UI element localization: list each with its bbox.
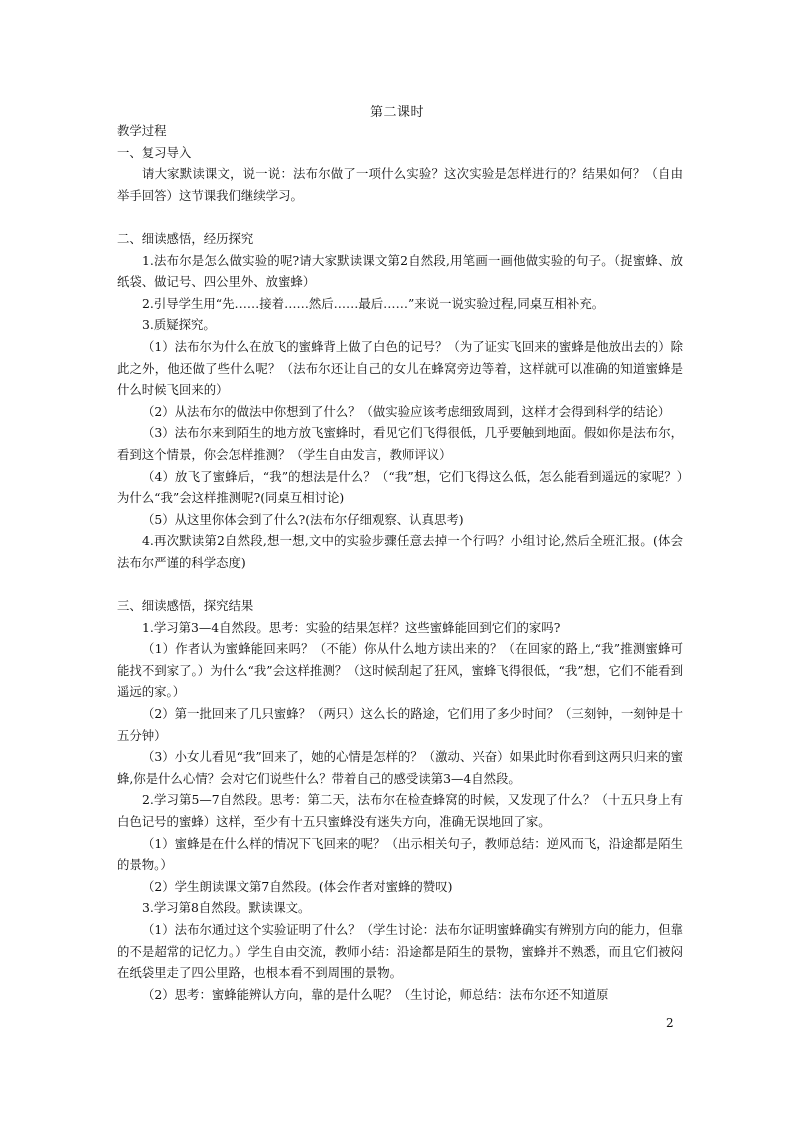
paragraph: （4）放飞了蜜蜂后，“我”的想法是什么？（“我”想，它们飞得这么低，怎么能看到遥远的家呢？）为什么“我”会这样推测呢?(同桌互相讨论) (117, 468, 683, 506)
paragraph: 3.质疑探究。 (142, 317, 216, 333)
paragraph: 2.引导学生用“先……接着……然后……最后……”来说一说实验过程,同桌互相补充。 (142, 295, 605, 311)
paragraph: （1）法布尔为什么在放飞的蜜蜂背上做了白色的记号？（为了证实飞回来的蜜蜂是他放出去的）除此之外，他还做了些什么呢？（法布尔还让自己的女儿在蜂窝旁边等着，这样就可以准确的知道蜜蜂是什么时候飞回来的） (117, 338, 683, 398)
section-heading-results: 三、细读感悟，探究结果 (117, 598, 254, 614)
paragraph: （1）法布尔通过这个实验证明了什么？（学生讨论：法布尔证明蜜蜂确实有辨别方向的能力，但靠的不是超常的记忆力。）学生自由交流，教师小结：沿途都是陌生的景物，蜜蜂并不熟悉，而且它们被闷在纸袋里走了四公里路，也根本看不到周围的景物。 (117, 921, 683, 981)
paragraph: 请大家默读课文，说一说：法布尔做了一项什么实验？这次实验是怎样进行的？结果如何？（自由举手回答）这节课我们继续学习。 (117, 166, 683, 203)
paragraph: （2）思考：蜜蜂能辨认方向，靠的是什么呢？（生讨论，师总结：法布尔还不知道原 (142, 986, 609, 1002)
paragraph: （2）学生朗读课文第7自然段。(体会作者对蜜蜂的赞叹) (142, 878, 453, 894)
heading-teaching-process: 教学过程 (117, 123, 167, 138)
paragraph: （2）第一批回来了几只蜜蜂？（两只）这么长的路途，它们用了多少时间？（三刻钟，一刻钟是十五分钟） (117, 706, 683, 743)
paragraph: 3.学习第8自然段。默读课文。 (142, 900, 311, 916)
paragraph: 1.法布尔是怎么做实验的呢?请大家默读课文第2自然段,用笔画一画他做实验的句子。（捉蜜蜂、放纸袋、做记号、四公里外、放蜜蜂） (117, 252, 683, 290)
blank-line (117, 573, 683, 595)
paragraph: （2）从法布尔的做法中你想到了什么？（做实验应该考虑细致周到，这样才会得到科学的结论） (142, 403, 671, 419)
blank-line (117, 206, 683, 228)
paragraph: （1）作者认为蜜蜂能回来吗？（不能）你从什么地方读出来的？（在回家的路上,“我”推测蜜蜂可能找不到家了。）为什么“我”会这样推测？（这时候刮起了狂风，蜜蜂飞得很低，“我”想，它们不能看到遥远的家。） (117, 641, 683, 700)
paragraph: （1）蜜蜂是在什么样的情况下飞回来的呢？（出示相关句子，教师总结：逆风而飞，沿途都是陌生的景物。） (117, 835, 683, 873)
lesson-body (117, 120, 683, 1005)
paragraph: 2.学习第5—7自然段。思考：第二天，法布尔在检查蜂窝的时候，又发现了什么？（十五只身上有白色记号的蜜蜂）这样，至少有十五只蜜蜂没有迷失方向，准确无误地回了家。 (117, 792, 683, 829)
paragraph: （3）法布尔来到陌生的地方放飞蜜蜂时，看见它们飞得很低，几乎要触到地面。假如你是法布尔，看到这个情景，你会怎样推测？（学生自由发言，教师评议） (117, 425, 683, 462)
section-heading-review: 一、复习导入 (117, 144, 192, 160)
section-heading-explore: 二、细读感悟，经历探究 (117, 230, 254, 246)
paragraph: 1.学习第3—4自然段。思考：实验的结果怎样？这些蜜蜂能回到它们的家吗? (142, 619, 561, 635)
page-title: 第二课时 (369, 105, 424, 120)
page-number: 2 (666, 1016, 674, 1030)
paragraph: （3）小女儿看见“我”回来了，她的心情是怎样的？（激动、兴奋）如果此时你看到这两只归来的蜜蜂,你是什么心情？会对它们说些什么？带着自己的感受读第3—4自然段。 (117, 749, 683, 786)
paragraph: （5）从这里你体会到了什么?(法布尔仔细观察、认真思考) (142, 511, 464, 527)
paragraph: 4.再次默读第2自然段,想一想,文中的实验步骤任意去掉一个行吗？小组讨论,然后全班汇报。(体会法布尔严谨的科学态度) (117, 533, 683, 570)
